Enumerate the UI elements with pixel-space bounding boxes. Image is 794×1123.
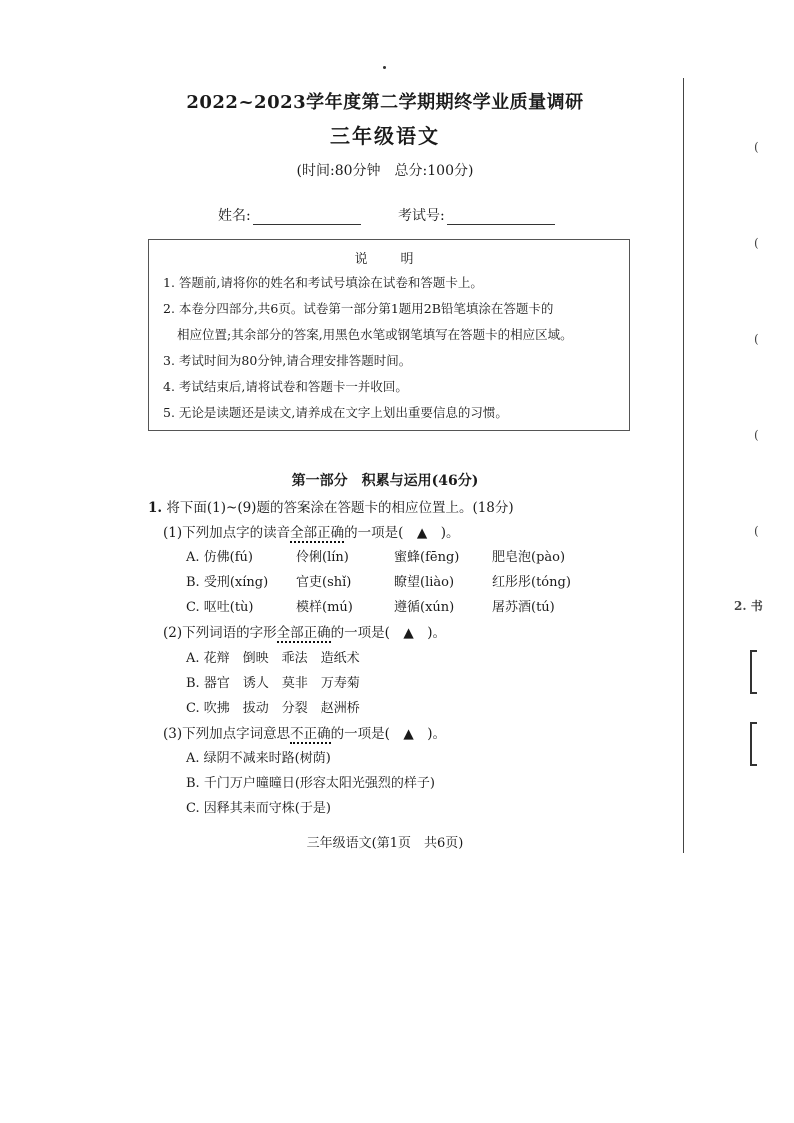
subquestion-2 xyxy=(163,621,446,641)
name-blank[interactable] xyxy=(253,210,361,225)
instruction-item: 2. 本卷分四部分,共6页。试卷第一部分第1题用2B铅笔填涂在答题卡的 xyxy=(163,301,554,316)
option-word: A. 仿佛(fú) xyxy=(186,550,253,565)
page-divider xyxy=(683,78,684,853)
option-word: 瞭望(liào) xyxy=(394,575,455,590)
edge-mark: ( xyxy=(754,524,759,538)
instruction-item: 3. 考试时间为80分钟,请合理安排答题时间。 xyxy=(163,353,412,368)
subquestion-3 xyxy=(163,722,446,742)
option-word: 遵循(xún) xyxy=(394,600,455,615)
option-row-a: A. 花辩 倒映 乖法 造纸术 xyxy=(186,651,360,666)
option-word: 官吏(shǐ) xyxy=(296,575,352,590)
subquestion-3-prefix: (3)下列加点字词意思 xyxy=(163,726,291,742)
option-word: 模样(mú) xyxy=(296,600,353,615)
subquestion-1 xyxy=(163,521,460,541)
option-word: 蜜蜂(fēng) xyxy=(394,550,460,565)
instruction-item: 5. 无论是读题还是读文,请养成在文字上划出重要信息的习惯。 xyxy=(163,405,508,420)
subquestion-2-suffix: 的一项是( ▲ )。 xyxy=(330,625,447,641)
subquestion-3-emphasis: 不正确 xyxy=(290,726,331,742)
exam-time-info: (时间:80分钟 总分:100分) xyxy=(296,163,474,179)
edge-mark: ( xyxy=(754,140,759,154)
exam-subject: 三年级语文 xyxy=(330,124,440,148)
exam-title: 2022~2023学年度第二学期期终学业质量调研 xyxy=(186,92,584,113)
option-row-c: C. 因释其耒而守株(于是) xyxy=(186,801,331,816)
subquestion-2-emphasis: 全部正确 xyxy=(276,625,331,641)
subquestion-1-suffix: 的一项是( ▲ )。 xyxy=(344,525,460,541)
option-row-c: C. 吹拂 拔动 分裂 赵洲桥 xyxy=(186,701,360,716)
exam-number-blank[interactable] xyxy=(447,210,555,225)
option-row-b xyxy=(186,571,571,590)
exam-number-field[interactable] xyxy=(398,205,555,225)
option-row-a xyxy=(186,546,565,565)
instruction-item: 4. 考试结束后,请将试卷和答题卡一并收回。 xyxy=(163,379,408,394)
edge-mark: ( xyxy=(754,332,759,346)
question-1-number: 1. xyxy=(148,500,163,516)
option-word: 红彤彤(tóng) xyxy=(492,575,571,590)
instruction-item: 相应位置;其余部分的答案,用黑色水笔或钢笔填写在答题卡的相应区域。 xyxy=(177,327,573,342)
option-word: C. 呕吐(tù) xyxy=(186,600,254,615)
option-row-c xyxy=(186,596,555,615)
scan-dot xyxy=(383,66,386,69)
subquestion-2-prefix: (2)下列词语的字形 xyxy=(163,625,277,641)
name-field[interactable] xyxy=(218,205,361,225)
bracket-mark xyxy=(750,722,757,766)
instructions-box xyxy=(148,239,630,431)
name-label: 姓名: xyxy=(218,208,251,224)
option-row-b: B. 器官 诱人 莫非 万寿菊 xyxy=(186,676,360,691)
exam-number-label: 考试号: xyxy=(398,208,445,224)
option-row-a: A. 绿阴不减来时路(树荫) xyxy=(186,751,331,766)
option-row-b: B. 千门万户曈曈日(形容太阳光强烈的样子) xyxy=(186,776,435,791)
subquestion-1-emphasis: 全部正确 xyxy=(290,525,345,541)
option-word: 伶俐(lín) xyxy=(296,550,349,565)
part1-title: 第一部分 积累与运用(46分) xyxy=(291,473,479,489)
bracket-mark xyxy=(750,650,757,694)
edge-mark: ( xyxy=(754,236,759,250)
question-1-text: 将下面(1)~(9)题的答案涂在答题卡的相应位置上。(18分) xyxy=(166,500,514,516)
subquestion-1-prefix: (1)下列加点字的读音 xyxy=(163,525,291,541)
edge-mark: ( xyxy=(754,428,759,442)
subquestion-3-suffix: 的一项是( ▲ )。 xyxy=(330,726,447,742)
option-word: B. 受刑(xíng) xyxy=(186,575,269,590)
option-word: 肥皂泡(pào) xyxy=(492,550,566,565)
page-footer: 三年级语文(第1页 共6页) xyxy=(306,836,464,851)
instructions-heading: 说 明 xyxy=(354,252,424,267)
question-1 xyxy=(148,496,514,516)
next-question-marker: 2. 书 xyxy=(734,599,763,613)
instruction-item: 1. 答题前,请将你的姓名和考试号填涂在试卷和答题卡上。 xyxy=(163,275,483,290)
option-word: 屠苏酒(tú) xyxy=(492,600,555,615)
